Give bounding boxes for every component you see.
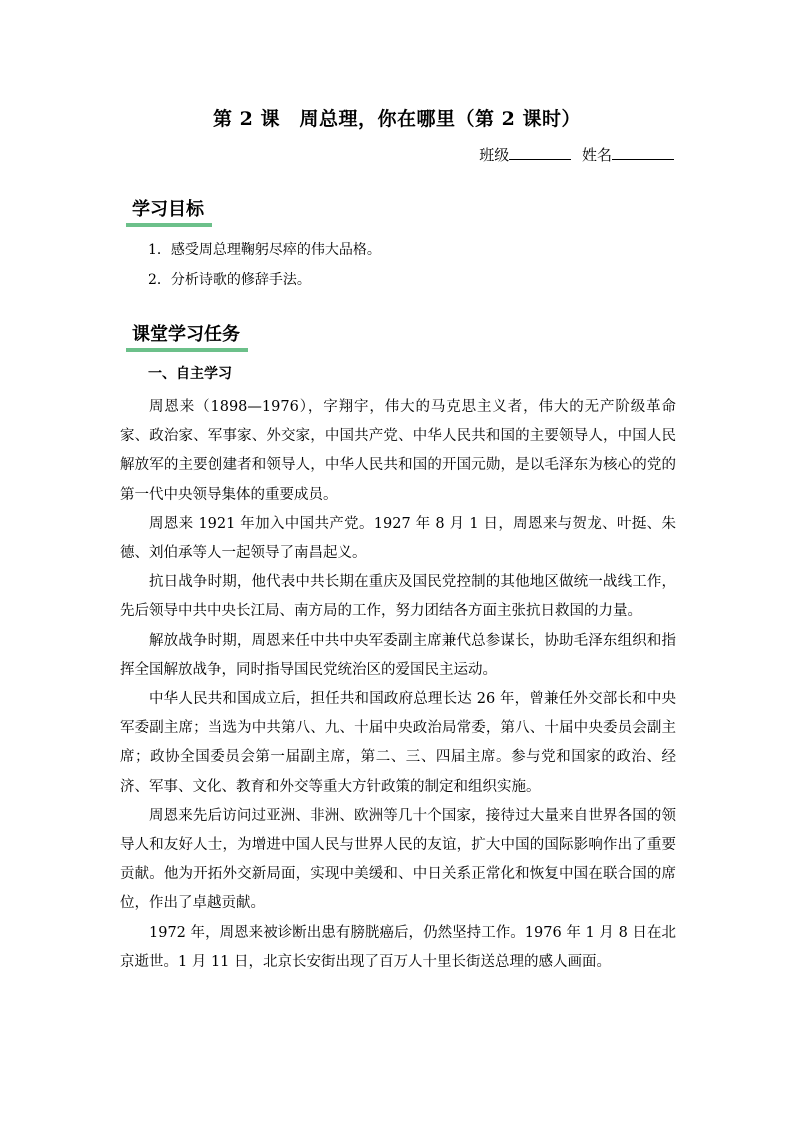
paragraph: 1972 年，周恩来被诊断出患有膀胱癌后，仍然坚持工作。1976 年 1 月 8 日在北京逝世。1 月 11 日，北京长安街出现了百万人十里长街送总理的感人画面。	[120, 924, 676, 970]
paragraph: 周恩来先后访问过亚洲、非洲、欧洲等几十个国家，接待过大量来自世界各国的领导人和友好人士，为增进中国人民与世界人民的友谊，扩大中国的国际影响作出了重要贡献。他为开拓外交新局面，实现中美缓和、中日关系正常化和恢复中国在联合国的席位，作出了卓越贡献。	[120, 807, 676, 912]
article-body	[120, 393, 676, 977]
name-blank[interactable]	[612, 145, 674, 160]
section-heading-underline	[126, 223, 212, 227]
paragraph: 中华人民共和国成立后，担任共和国政府总理长达 26 年，曾兼任外交部长和中央军委副主席；当选为中共第八、九、十届中央政治局常委，第八、十届中央委员会副主席；政协全国委员会第一届副主席，第二、三、四届主席。参与党和国家的政治、经济、军事、文化、教育和外交等重大方针政策的制定和组织实施。	[120, 691, 676, 795]
paragraph: 周恩来 1921 年加入中国共产党。1927 年 8 月 1 日，周恩来与贺龙、叶挺、朱德、刘伯承等人一起领导了南昌起义。	[120, 515, 676, 562]
section-heading-goals-text: 学习目标	[132, 199, 204, 220]
paragraph: 周恩来（1898—1976），字翔宇，伟大的马克思主义者，伟大的无产阶级革命家、政治家、军事家、外交家，中国共产党、中华人民共和国的主要领导人，中国人民解放军的主要创建者和领导人，中华人民共和国的开国元勋，是以毛泽东为核心的党的第一代中央领导集体的重要成员。	[120, 399, 676, 503]
paragraph: 抗日战争时期，他代表中共长期在重庆及国民党控制的其他地区做统一战线工作，先后领导中共中央长江局、南方局的工作，努力团结各方面主张抗日救国的力量。	[120, 574, 676, 620]
section-heading-goals	[126, 195, 210, 223]
class-label: 班级	[479, 146, 510, 164]
section-heading-underline	[126, 348, 248, 352]
lesson-title: 第 2 课 周总理，你在哪里（第 2 课时）	[213, 108, 581, 130]
class-blank[interactable]	[509, 145, 571, 160]
goal-item-2: 2．分析诗歌的修辞手法。	[148, 272, 311, 288]
section-heading-tasks	[126, 320, 246, 348]
student-info-line	[479, 144, 674, 165]
section-heading-tasks-text: 课堂学习任务	[132, 324, 240, 345]
goal-item-1: 1．感受周总理鞠躬尽瘁的伟大品格。	[148, 242, 381, 258]
subheading-self-study: 一、自主学习	[148, 366, 232, 382]
paragraph: 解放战争时期，周恩来任中共中央军委副主席兼代总参谋长，协助毛泽东组织和指挥全国解放战争，同时指导国民党统治区的爱国民主运动。	[120, 632, 676, 678]
name-label: 姓名	[581, 146, 612, 164]
